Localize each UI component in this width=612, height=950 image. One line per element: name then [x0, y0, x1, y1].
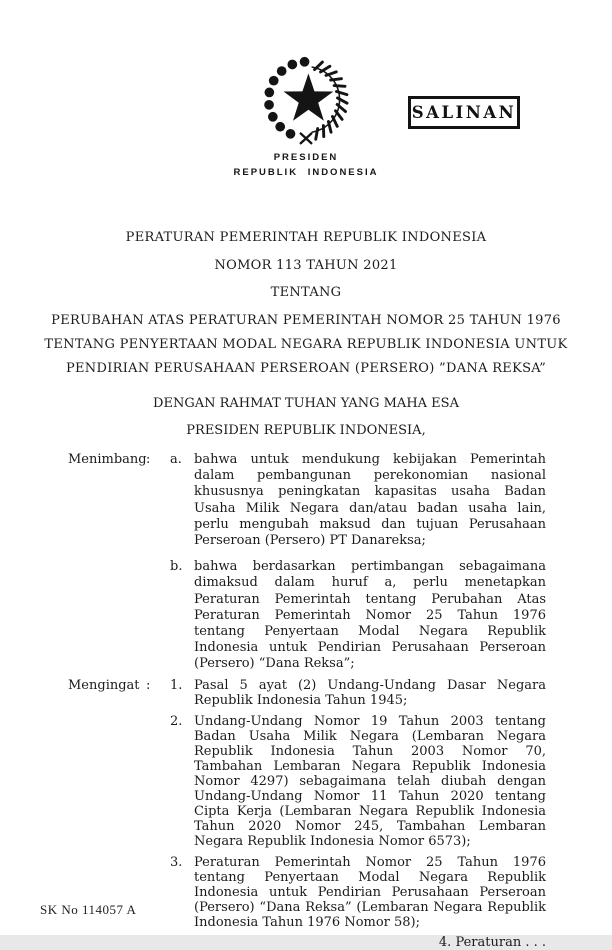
- menimbang-label: Menimbang: [68, 452, 147, 467]
- item-text: Pasal 5 ayat (2) Undang-Undang Dasar Negara Republik Indonesia Tahun 1945;: [194, 677, 546, 708]
- letterhead: [0, 152, 612, 178]
- item-marker: b.: [170, 559, 183, 575]
- item-text: Peraturan Pemerintah Nomor 25 Tahun 1976 tentang Penyertaan Modal Negara Republik Indonesia untuk Pendirian Perusahaan Perseroan (Persero) “Dana Reksa” (Lembaran Negara Republik Indonesia Tahun 1976 Nomor 58);: [194, 854, 546, 930]
- item-marker: a.: [170, 452, 182, 467]
- list-item: [170, 714, 546, 849]
- tentang-label: TENTANG: [270, 285, 342, 300]
- mengingat-items: [170, 678, 546, 930]
- list-item: [170, 559, 546, 672]
- list-item: [170, 855, 546, 930]
- regulation-number: NOMOR 113 TAHUN 2021: [214, 257, 398, 273]
- letterhead-presiden: PRESIDEN: [273, 152, 339, 163]
- list-item: [170, 452, 546, 549]
- star-icon: [284, 73, 334, 120]
- salinan-stamp-label: SALINAN: [411, 103, 517, 122]
- menimbang-section: [68, 452, 546, 673]
- sk-number: SK No 114057 A: [40, 902, 137, 917]
- mengingat-section: [68, 678, 546, 930]
- list-item: [170, 678, 546, 708]
- subject-line-2: TENTANG PENYERTAAN MODAL NEGARA REPUBLIK INDONESIA UNTUK: [44, 336, 568, 352]
- subject-line-1: PERUBAHAN ATAS PERATURAN PEMERINTAH NOMOR 25 TAHUN 1976: [51, 312, 561, 328]
- subject-line-3: PENDIRIAN PERUSAHAAN PERSEROAN (PERSERO) ”DANA REKSA”: [65, 360, 547, 376]
- authority-line: PRESIDEN REPUBLIK INDONESIA,: [186, 423, 426, 438]
- title-block: [36, 231, 576, 376]
- presidential-emblem-icon: [258, 54, 355, 151]
- mengingat-label: Mengingat: [68, 677, 140, 693]
- preamble: [0, 397, 612, 439]
- item-marker: 1.: [170, 677, 183, 693]
- wreath-tie-icon: [301, 134, 312, 144]
- body-block: [68, 452, 546, 950]
- item-marker: 2.: [170, 713, 183, 729]
- regulation-org-title: PERATURAN PEMERINTAH REPUBLIK INDONESIA: [125, 230, 487, 245]
- letterhead-republik-indonesia: REPUBLIK INDONESIA: [233, 166, 379, 178]
- salinan-stamp: [408, 96, 520, 129]
- invocation-line: DENGAN RAHMAT TUHAN YANG MAHA ESA: [153, 396, 459, 411]
- item-text: bahwa berdasarkan pertimbangan sebagaimana dimaksud dalam huruf a, perlu menetapkan Peraturan Pemerintah tentang Perubahan Atas Peraturan Pemerintah Nomor 25 Tahun 1976 tentang Penyertaan Modal Negara Republik Indonesia untuk Pendirian Perusahaan Perseroan (Persero) “Dana Reksa”;: [194, 559, 546, 672]
- mengingat-colon: :: [146, 677, 151, 693]
- catchword: 4. Peraturan . . .: [438, 934, 546, 950]
- menimbang-items: [170, 452, 546, 673]
- item-text: bahwa untuk mendukung kebijakan Pemerintah dalam pembangunan perekonomian nasional khususnya peningkatan kapasitas usaha Badan Usaha Milik Negara dan/atau badan usaha lain, perlu mengubah maksud dan tujuan Perusahaan Perseroan (Persero) PT Danareksa;: [194, 452, 546, 549]
- menimbang-colon: :: [146, 452, 151, 467]
- item-marker: 3.: [170, 854, 183, 870]
- item-text: Undang-Undang Nomor 19 Tahun 2003 tentang Badan Usaha Milik Negara (Lembaran Negara Republik Indonesia Tahun 2003 Nomor 70, Tambahan Lembaran Negara Republik Indonesia Nomor 4297) sebagaimana telah diubah dengan Undang-Undang Nomor 11 Tahun 2020 tentang Cipta Kerja (Lembaran Negara Republik Indonesia Tahun 2020 Nomor 245, Tambahan Lembaran Negara Republik Indonesia Nomor 6573);: [194, 713, 546, 849]
